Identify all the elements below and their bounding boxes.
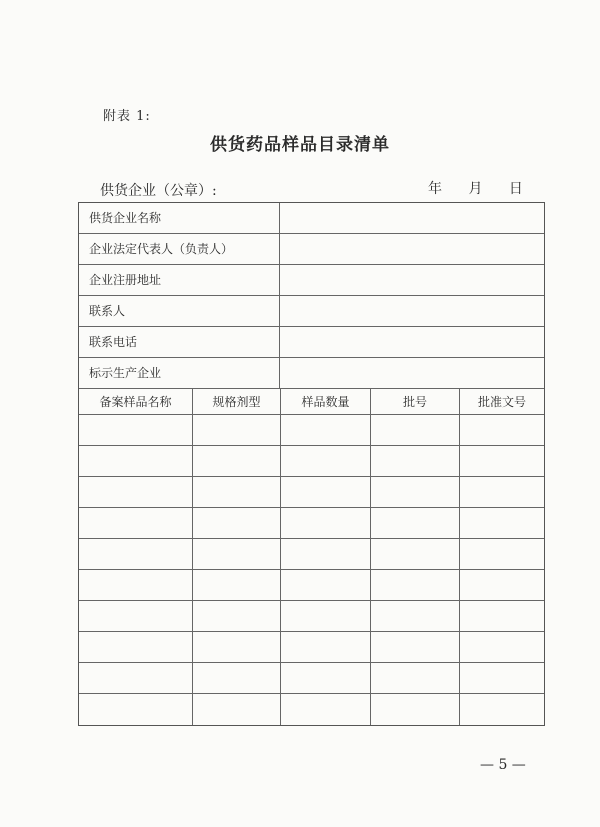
table-cell[interactable] [79, 539, 193, 570]
page-number: — 5 — [480, 757, 526, 773]
table-cell[interactable] [460, 477, 544, 508]
table-cell[interactable] [281, 632, 371, 663]
table-cell[interactable] [460, 508, 544, 539]
table-cell[interactable] [281, 663, 371, 694]
table-cell[interactable] [281, 601, 371, 632]
column-header: 备案样品名称 [79, 389, 193, 415]
info-label: 联系人 [79, 296, 280, 326]
table-cell[interactable] [79, 508, 193, 539]
info-row-address [79, 265, 544, 296]
info-label: 企业法定代表人（负责人） [79, 234, 280, 264]
date-month: 月 [468, 181, 483, 197]
sample-list-form [78, 202, 545, 726]
info-label: 联系电话 [79, 327, 280, 357]
table-cell[interactable] [193, 508, 281, 539]
table-cell[interactable] [460, 601, 544, 632]
table-cell[interactable] [79, 632, 193, 663]
info-label: 供货企业名称 [79, 203, 280, 233]
date-line [428, 178, 523, 198]
table-cell[interactable] [79, 446, 193, 477]
attachment-label: 附表 1: [103, 109, 151, 124]
info-label: 企业注册地址 [79, 265, 280, 295]
date-day: 日 [508, 181, 523, 197]
table-cell[interactable] [371, 601, 460, 632]
table-cell[interactable] [79, 415, 193, 446]
table-cell[interactable] [193, 663, 281, 694]
table-cell[interactable] [371, 477, 460, 508]
table-cell[interactable] [281, 539, 371, 570]
table-cell[interactable] [371, 539, 460, 570]
table-cell[interactable] [193, 446, 281, 477]
table-cell[interactable] [460, 415, 544, 446]
table-cell[interactable] [193, 601, 281, 632]
supplier-seal-line: 供货企业（公章）: [100, 183, 217, 199]
table-cell[interactable] [281, 694, 371, 725]
table-cell[interactable] [460, 694, 544, 725]
info-row-supplier-name [79, 203, 544, 234]
table-cell[interactable] [79, 570, 193, 601]
phone-field[interactable] [280, 327, 544, 357]
table-cell[interactable] [193, 694, 281, 725]
table-cell[interactable] [281, 508, 371, 539]
column-header: 样品数量 [281, 389, 371, 415]
table-cell[interactable] [193, 415, 281, 446]
table-cell[interactable] [79, 477, 193, 508]
manufacturer-field[interactable] [280, 358, 544, 388]
table-cell[interactable] [371, 632, 460, 663]
sample-table [79, 389, 544, 725]
contact-field[interactable] [280, 296, 544, 326]
table-cell[interactable] [460, 632, 544, 663]
table-cell[interactable] [371, 663, 460, 694]
address-field[interactable] [280, 265, 544, 295]
table-cell[interactable] [193, 570, 281, 601]
info-row-contact [79, 296, 544, 327]
column-header: 批号 [371, 389, 460, 415]
table-cell[interactable] [79, 663, 193, 694]
table-cell[interactable] [281, 446, 371, 477]
table-cell[interactable] [193, 477, 281, 508]
legal-rep-field[interactable] [280, 234, 544, 264]
table-cell[interactable] [281, 570, 371, 601]
column-header: 规格剂型 [193, 389, 281, 415]
document-title: 供货药品样品目录清单 [210, 135, 390, 155]
table-cell[interactable] [371, 570, 460, 601]
table-cell[interactable] [193, 539, 281, 570]
info-label: 标示生产企业 [79, 358, 280, 388]
info-row-manufacturer [79, 358, 544, 389]
column-header: 批准文号 [460, 389, 544, 415]
table-cell[interactable] [79, 601, 193, 632]
info-row-phone [79, 327, 544, 358]
table-cell[interactable] [460, 663, 544, 694]
table-cell[interactable] [193, 632, 281, 663]
date-year: 年 [428, 181, 442, 197]
supplier-name-field[interactable] [280, 203, 544, 233]
table-cell[interactable] [371, 694, 460, 725]
table-cell[interactable] [79, 694, 193, 725]
table-cell[interactable] [371, 446, 460, 477]
table-cell[interactable] [460, 539, 544, 570]
table-cell[interactable] [371, 415, 460, 446]
info-row-legal-rep [79, 234, 544, 265]
table-cell[interactable] [281, 415, 371, 446]
table-cell[interactable] [460, 570, 544, 601]
table-cell[interactable] [460, 446, 544, 477]
table-cell[interactable] [281, 477, 371, 508]
table-cell[interactable] [371, 508, 460, 539]
